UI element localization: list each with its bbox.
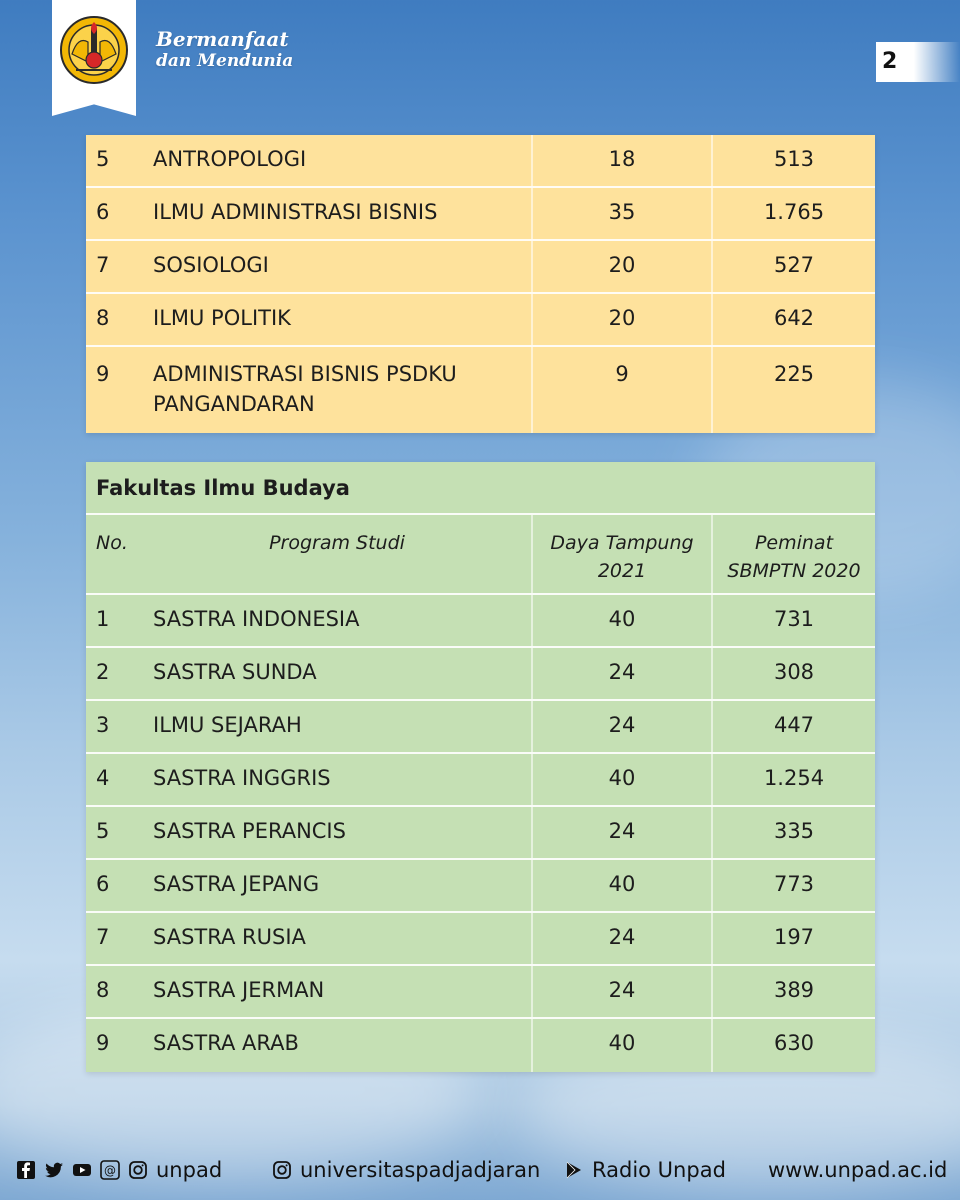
- table-row: [86, 754, 875, 807]
- cell-no: 8: [96, 306, 110, 330]
- cell-peminat: 197: [773, 925, 815, 949]
- cell-program: ILMU POLITIK: [153, 306, 291, 330]
- cell-daya-tampung: 24: [531, 648, 713, 699]
- social-group: [16, 1158, 222, 1182]
- cell-program: SASTRA RUSIA: [153, 925, 306, 949]
- cell-daya-tampung: 24: [531, 913, 713, 964]
- cell-daya-tampung: 24: [531, 701, 713, 752]
- radio-group: [564, 1158, 726, 1182]
- website-link[interactable]: www.unpad.ac.id: [768, 1158, 948, 1182]
- cell-program: ADMINISTRASI BISNIS PSDKU PANGANDARAN: [153, 362, 457, 416]
- cell-program: SASTRA JERMAN: [153, 978, 325, 1002]
- cell-no: 6: [96, 872, 110, 896]
- cell-program: SASTRA INDONESIA: [153, 607, 360, 631]
- footer: [0, 1152, 960, 1192]
- table-row: [86, 648, 875, 701]
- cell-daya-tampung: 40: [531, 860, 713, 911]
- cell-daya-tampung: 20: [531, 294, 713, 345]
- youtube-icon[interactable]: [72, 1160, 92, 1180]
- cell-no: 9: [96, 1031, 110, 1055]
- cell-program: SASTRA INGGRIS: [153, 766, 331, 790]
- cell-no: 9: [96, 362, 110, 386]
- faculty-table-continued: [86, 135, 875, 433]
- tagline: [156, 28, 293, 72]
- table-row: [86, 807, 875, 860]
- cell-peminat: 1.765: [763, 200, 825, 224]
- table-row: [86, 1019, 875, 1072]
- cell-no: 5: [96, 819, 110, 843]
- unpad-logo-icon: [58, 14, 130, 86]
- cell-peminat: 225: [773, 362, 815, 386]
- header-no: No.: [96, 532, 128, 554]
- cell-peminat: 513: [773, 147, 815, 171]
- table-row: [86, 188, 875, 241]
- table-row: [86, 294, 875, 347]
- table-row: [86, 913, 875, 966]
- cell-no: 7: [96, 925, 110, 949]
- page-number: 2: [876, 42, 960, 82]
- cell-daya-tampung: 18: [531, 135, 713, 186]
- instagram-icon[interactable]: [272, 1160, 292, 1180]
- cell-peminat: 389: [773, 978, 815, 1002]
- cell-daya-tampung: 40: [531, 754, 713, 805]
- instagram-handle[interactable]: universitaspadjadjaran: [300, 1158, 541, 1182]
- header-daya-tampung: Daya Tampung 2021: [531, 515, 713, 593]
- radio-label[interactable]: Radio Unpad: [592, 1158, 726, 1182]
- table-row: [86, 595, 875, 648]
- instagram-icon[interactable]: [128, 1160, 148, 1180]
- cell-no: 5: [96, 147, 110, 171]
- cell-program: ANTROPOLOGI: [153, 147, 307, 171]
- table-row: [86, 135, 875, 188]
- table-row: [86, 701, 875, 754]
- cell-daya-tampung: 20: [531, 241, 713, 292]
- tagline-line1: Bermanfaat: [156, 27, 289, 51]
- cell-no: 6: [96, 200, 110, 224]
- facebook-icon[interactable]: [16, 1160, 36, 1180]
- social-handle[interactable]: unpad: [156, 1158, 223, 1182]
- cell-peminat: 335: [773, 819, 815, 843]
- svg-text:@: @: [104, 1163, 116, 1178]
- cell-program: SASTRA ARAB: [153, 1031, 299, 1055]
- cell-peminat: 731: [773, 607, 815, 631]
- email-at-icon[interactable]: [100, 1160, 120, 1180]
- cell-program: ILMU ADMINISTRASI BISNIS: [153, 200, 438, 224]
- cell-program: SASTRA SUNDA: [153, 660, 317, 684]
- cell-no: 2: [96, 660, 110, 684]
- cell-peminat: 773: [773, 872, 815, 896]
- twitter-icon[interactable]: [44, 1160, 64, 1180]
- cell-no: 4: [96, 766, 110, 790]
- table-row: [86, 966, 875, 1019]
- cell-peminat: 642: [773, 306, 815, 330]
- faculty-table-budaya: [86, 462, 875, 1072]
- cell-no: 1: [96, 607, 110, 631]
- play-store-icon[interactable]: [564, 1160, 584, 1180]
- tagline-line2: dan Mendunia: [156, 51, 294, 71]
- table-row: [86, 241, 875, 294]
- cell-program: SASTRA JEPANG: [153, 872, 320, 896]
- header-peminat: Peminat SBMPTN 2020: [727, 532, 861, 582]
- cell-daya-tampung: 9: [531, 347, 713, 433]
- cell-peminat: 630: [773, 1031, 815, 1055]
- cell-daya-tampung: 40: [531, 595, 713, 646]
- cell-peminat: 447: [773, 713, 815, 737]
- cell-program: SOSIOLOGI: [153, 253, 269, 277]
- cell-no: 7: [96, 253, 110, 277]
- cell-program: SASTRA PERANCIS: [153, 819, 346, 843]
- faculty-title: Fakultas Ilmu Budaya: [86, 462, 875, 515]
- cell-no: 3: [96, 713, 110, 737]
- instagram-group: [272, 1158, 540, 1182]
- table-header-row: [86, 515, 875, 595]
- header-program: Program Studi: [269, 532, 405, 554]
- cell-no: 8: [96, 978, 110, 1002]
- cell-daya-tampung: 24: [531, 966, 713, 1017]
- cell-program: ILMU SEJARAH: [153, 713, 302, 737]
- table-row: [86, 347, 875, 433]
- cell-peminat: 1.254: [763, 766, 825, 790]
- cell-daya-tampung: 40: [531, 1019, 713, 1072]
- cell-daya-tampung: 24: [531, 807, 713, 858]
- cell-peminat: 308: [773, 660, 815, 684]
- cell-daya-tampung: 35: [531, 188, 713, 239]
- website-group: [768, 1158, 947, 1182]
- cell-peminat: 527: [773, 253, 815, 277]
- logo-badge: [52, 0, 136, 116]
- table-row: [86, 860, 875, 913]
